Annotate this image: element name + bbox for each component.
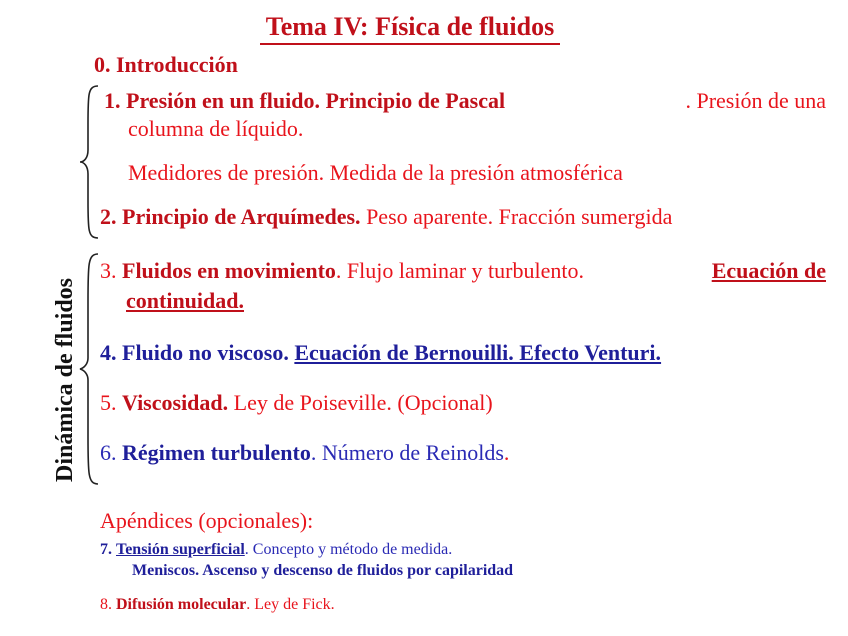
item-7-num: 7. <box>100 541 112 558</box>
item-8-title: Difusión molecular <box>116 596 247 613</box>
item-4-link[interactable]: Ecuación de Bernouilli. Efecto Venturi. <box>294 340 662 365</box>
item-3-num: 3. <box>100 258 122 283</box>
item-5-title: Viscosidad. <box>122 390 229 415</box>
item-1-line2: columna de líquido. <box>128 116 304 141</box>
item-1-rest: . Presión de una <box>685 88 826 113</box>
item-3-link[interactable]: Ecuación de <box>711 258 826 283</box>
appendix-heading: Apéndices (opcionales): <box>100 508 314 533</box>
page-title: Tema IV: Física de fluidos <box>0 12 820 42</box>
item-8-rest: . Ley de Fick. <box>246 596 335 613</box>
item-6-dot: . <box>503 440 510 465</box>
item-3-title: Fluidos en movimiento <box>122 258 336 283</box>
item-7 <box>100 541 452 559</box>
item-4 <box>100 340 661 366</box>
item-3-rest: . Flujo laminar y turbulento. <box>335 258 584 283</box>
item-8-num: 8. <box>100 596 112 613</box>
brace-dynamics <box>78 252 100 486</box>
item-6-title: Régimen turbulento <box>122 440 311 465</box>
item-5 <box>100 390 493 416</box>
intro-item: 0. Introducción <box>94 52 238 77</box>
item-3-line2[interactable]: continuidad. <box>126 288 244 313</box>
item-6-rest: . Número de Reinolds <box>310 440 504 465</box>
item-2-rest: Peso aparente. Fracción sumergida <box>360 204 673 229</box>
side-label-dynamics: Dinámica de fluidos <box>52 277 78 482</box>
item-2-title: 2. Principio de Arquímedes. <box>100 204 361 229</box>
item-1-title: Presión en un fluido. Principio de Pascal <box>126 88 506 113</box>
item-1-num: 1. <box>104 88 121 113</box>
item-6-num: 6. <box>100 440 122 465</box>
item-1-sub: Medidores de presión. Medida de la presión atmosférica <box>128 160 623 185</box>
item-2 <box>100 204 672 230</box>
item-7-link[interactable]: Tensión superficial <box>116 541 245 558</box>
item-7-rest: . Concepto y método de medida. <box>244 541 453 558</box>
item-3 <box>100 258 826 284</box>
item-8 <box>100 596 335 614</box>
item-4-title: 4. Fluido no viscoso. <box>100 340 289 365</box>
item-1 <box>104 88 826 114</box>
brace-static <box>78 84 100 240</box>
item-5-rest: Ley de Poiseville. (Opcional) <box>228 390 493 415</box>
item-6 <box>100 440 509 466</box>
item-7-line2: Meniscos. Ascenso y descenso de fluidos por capilaridad <box>132 562 514 579</box>
item-5-num: 5. <box>100 390 122 415</box>
